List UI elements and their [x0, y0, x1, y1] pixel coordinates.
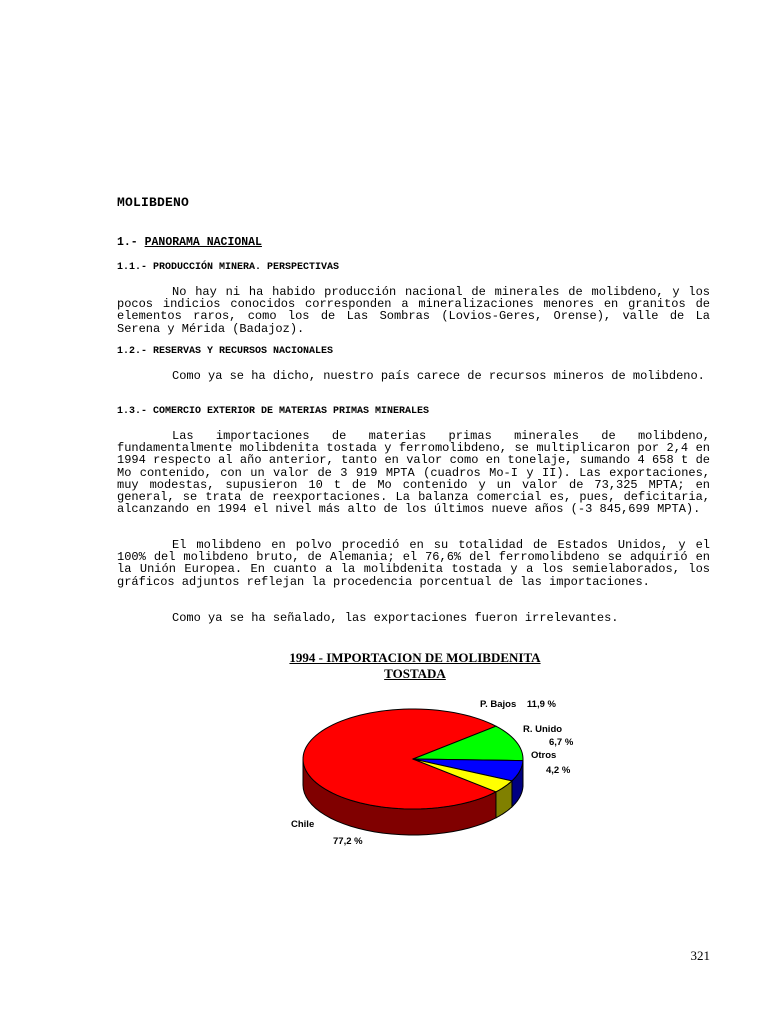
label-chile-name: Chile [291, 819, 315, 830]
paragraph-1-2: Como ya se ha dicho, nuestro país carece de recursos mineros de molibdeno. [172, 369, 705, 383]
label-p-bajos-name: P. Bajos [480, 699, 517, 710]
section-number: 1.- [117, 236, 138, 249]
label-p-bajos-value: 11,9 % [526, 699, 556, 710]
label-otros-value: 4,2 % [546, 765, 571, 776]
page-number: 321 [690, 948, 710, 963]
label-p-bajos [480, 699, 556, 710]
subsection-heading-1-3: 1.3.- COMERCIO EXTERIOR DE MATERIAS PRIMAS MINERALES [117, 406, 430, 417]
paragraph-1-3-c: Como ya se ha señalado, las exportaciones fueron irrelevantes. [172, 611, 619, 625]
label-r-unido-value: 6,7 % [549, 737, 574, 748]
subsection-heading-1-1: 1.1.- PRODUCCIÓN MINERA. PERSPECTIVAS [117, 262, 340, 273]
document-title: MOLIBDENO [117, 195, 190, 210]
subsection-heading-1-2: 1.2.- RESERVAS Y RECURSOS NACIONALES [117, 346, 334, 357]
chart-title-line-1: 1994 - IMPORTACION DE MOLIBDENITA [289, 650, 541, 665]
section-heading [117, 236, 262, 249]
label-otros-name: Otros [531, 750, 557, 761]
label-chile-value: 77,2 % [333, 836, 363, 847]
paragraph-1-3-b: El molibdeno en polvo procedió en su totalidad de Estados Unidos, y el 100% del molibdeno bruto, de Alemania; el 76,6% del ferromolibdeno se adquirió en la Unión Europea. En cuanto a la molibdenita tostada y a los semielaborados, los gráficos adjuntos reflejan la procedencia porcentual de las importaciones. [117, 538, 710, 589]
chart-title [230, 650, 600, 682]
label-r-unido-name: R. Unido [523, 724, 563, 735]
chart-title-line-2: TOSTADA [384, 666, 446, 681]
paragraph-1-3-a: Las importaciones de materias primas minerales de molibdeno, fundamentalmente molibdenita tostada y ferromolibdeno, se multiplicaron por 2,4 en 1994 respecto al año anterior, tanto en valor como en tonelaje, sumando 4 658 t de Mo contenido, con un valor de 3 919 MPTA (cuadros Mo-I y II). Las exportaciones, muy modestas, supusieron 10 t de Mo contenido y un valor de 73,325 MPTA; en general, se trata de reexportaciones. La balanza comercial es, pues, deficitaria, alcanzando en 1994 el nivel más alto de los últimos nueve años (-3 845,699 MPTA). [117, 429, 710, 517]
section-title: PANORAMA NACIONAL [144, 236, 262, 249]
paragraph-1-1: No hay ni ha habido producción nacional de minerales de molibdeno, y los pocos indicios conocidos corresponden a mineralizaciones menores en granitos de elementos raros, como los de Las Sombras (Lovios-Geres, Orense), valle de La Serena y Mérida (Badajoz). [117, 285, 710, 336]
pie-chart [290, 690, 540, 840]
